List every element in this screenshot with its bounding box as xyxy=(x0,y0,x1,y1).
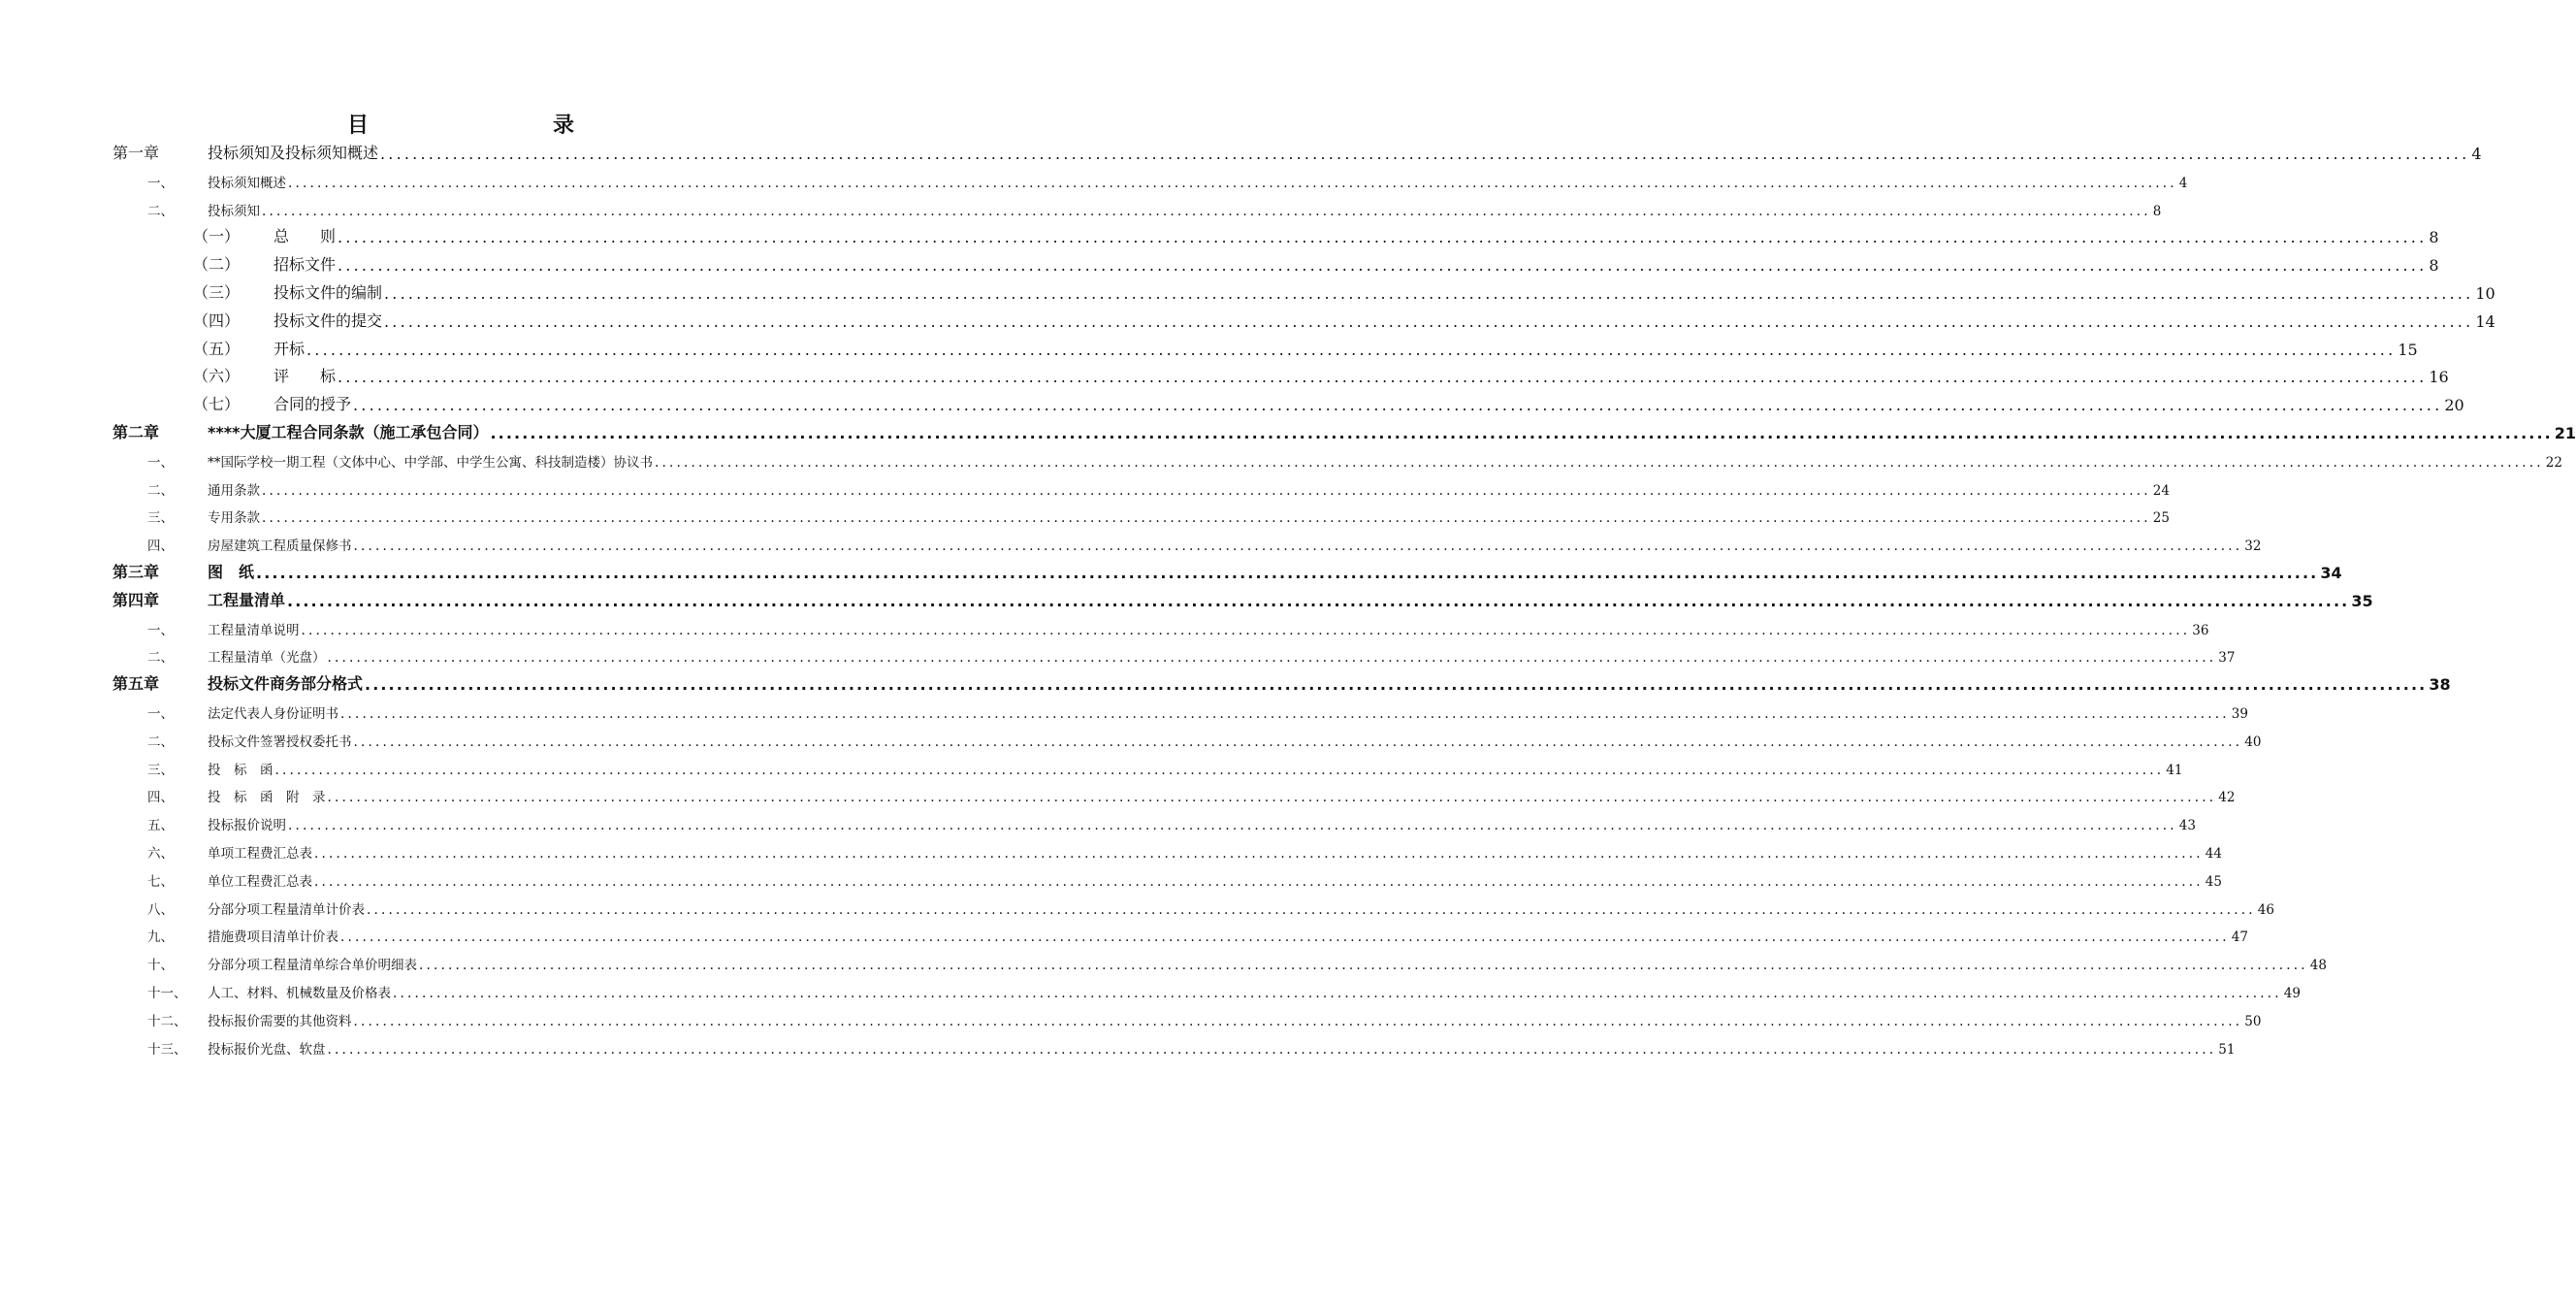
toc-entry[interactable] xyxy=(0,922,2248,946)
toc-entry-title: 投标报价光盘、软盘 xyxy=(208,1041,326,1058)
toc-leader-dots: .................................................................................................................................................................................................................................................................... xyxy=(353,538,2243,555)
toc-leader-dots: .................................................................................................................................................................................................................................................................... xyxy=(490,424,2553,442)
toc-entry-title: 投标报价说明 xyxy=(208,818,286,834)
toc-entry[interactable] xyxy=(0,895,2274,918)
toc-entry-body xyxy=(208,535,2262,555)
toc-leader-dots: .................................................................................................................................................................................................................................................................... xyxy=(655,454,2544,471)
toc-entry-page: 4 xyxy=(2178,175,2188,191)
toc-leader-dots: .................................................................................................................................................................................................................................................................... xyxy=(353,1013,2243,1029)
toc-entry-title: 工程量清单 xyxy=(208,590,286,609)
toc-entry-body xyxy=(274,252,2439,276)
toc-entry-page: 41 xyxy=(2166,762,2183,778)
toc-entry-number: 第五章 xyxy=(113,674,160,694)
toc-leader-dots: .................................................................................................................................................................................................................................................................... xyxy=(288,175,2177,191)
toc-leader-dots: .................................................................................................................................................................................................................................................................... xyxy=(288,818,2177,834)
toc-entry-page: 45 xyxy=(2205,873,2222,890)
toc-entry-title: 投标文件签署授权委托书 xyxy=(208,734,352,750)
toc-entry-title: 总 则 xyxy=(274,227,337,246)
toc-leader-dots: .................................................................................................................................................................................................................................................................... xyxy=(314,873,2204,890)
toc-entry-body xyxy=(208,646,2236,667)
toc-entry[interactable] xyxy=(0,168,2188,191)
toc-entry-body xyxy=(208,420,2576,442)
toc-entry-number: （六） xyxy=(193,367,241,386)
toc-entry-body xyxy=(208,842,2222,862)
toc-entry-page: 10 xyxy=(2475,284,2496,303)
toc-entry-page: 46 xyxy=(2257,901,2274,918)
toc-entry-body xyxy=(208,814,2196,834)
toc-entry-body xyxy=(208,731,2262,750)
toc-entry-page: 8 xyxy=(2429,256,2439,276)
toc-entry-body xyxy=(208,954,2327,974)
toc-leader-dots: .................................................................................................................................................................................................................................................................... xyxy=(301,622,2191,638)
toc-entry-body xyxy=(208,560,2342,582)
toc-entry[interactable] xyxy=(0,503,2170,527)
toc-entry-title: 法定代表人身份证明书 xyxy=(208,706,338,722)
toc-entry[interactable] xyxy=(0,279,2496,303)
toc-entry[interactable] xyxy=(0,1034,2236,1058)
toc-entry[interactable] xyxy=(0,670,2451,695)
toc-entry-title: 投标文件的编制 xyxy=(274,283,383,302)
toc-entry-page: 21 xyxy=(2554,424,2576,442)
toc-entry[interactable] xyxy=(0,950,2327,974)
toc-entry-body xyxy=(208,172,2188,191)
toc-entry[interactable] xyxy=(0,642,2236,667)
toc-entry-title: 措施费项目清单计价表 xyxy=(208,929,338,946)
toc-entry-number: 一、 xyxy=(147,706,174,722)
toc-entry-body xyxy=(208,926,2248,946)
toc-entry-title: 工程量清单（光盘） xyxy=(208,650,326,667)
toc-entry-number: 第三章 xyxy=(113,563,160,581)
toc-leader-dots: .................................................................................................................................................................................................................................................................... xyxy=(274,762,2165,778)
toc-entry-body xyxy=(274,309,2496,331)
toc-entry[interactable] xyxy=(0,1006,2262,1029)
toc-entry-title: 专用条款 xyxy=(208,510,260,527)
toc-leader-dots: .................................................................................................................................................................................................................................................................... xyxy=(262,203,2151,219)
toc-entry-body xyxy=(274,337,2418,359)
toc-entry-number: 七、 xyxy=(147,873,174,890)
toc-entry[interactable] xyxy=(0,391,2464,415)
toc-entry-page: 48 xyxy=(2309,958,2327,974)
toc-entry[interactable] xyxy=(0,336,2418,359)
toc-entry-number: 九、 xyxy=(147,929,174,946)
toc-entry[interactable] xyxy=(0,866,2222,890)
toc-entry-title: 单项工程费汇总表 xyxy=(208,846,312,862)
toc-entry-title: 分部分项工程量清单计价表 xyxy=(208,901,365,918)
toc-entry-title: 单位工程费汇总表 xyxy=(208,873,312,890)
toc-leader-dots: .................................................................................................................................................................................................................................................................... xyxy=(340,929,2230,946)
toc-entry[interactable] xyxy=(0,810,2196,834)
toc-entry[interactable] xyxy=(0,223,2439,247)
toc-entry-body xyxy=(208,588,2373,610)
toc-entry-number: 三、 xyxy=(147,762,174,778)
toc-leader-dots: .................................................................................................................................................................................................................................................................... xyxy=(393,986,2282,1001)
toc-entry-number: 五、 xyxy=(147,818,174,834)
toc-entry-body xyxy=(274,364,2449,387)
toc-entry-number: 二、 xyxy=(147,734,174,750)
toc-entry[interactable] xyxy=(0,140,2482,163)
toc-entry-title: 投 标 函 附 录 xyxy=(208,790,326,806)
toc-entry-body xyxy=(208,702,2248,722)
toc-leader-dots: .................................................................................................................................................................................................................................................................... xyxy=(338,228,2428,247)
toc-entry-body xyxy=(208,1038,2236,1058)
toc-entry-body xyxy=(208,982,2301,1001)
toc-entry[interactable] xyxy=(0,615,2209,638)
toc-entry-body xyxy=(208,786,2236,806)
toc-entry-page: 20 xyxy=(2444,396,2464,415)
toc-leader-dots: .................................................................................................................................................................................................................................................................... xyxy=(384,311,2474,331)
toc-entry-page: 25 xyxy=(2152,510,2170,527)
toc-entry[interactable] xyxy=(0,447,2562,471)
toc-entry-number: 一、 xyxy=(147,175,174,191)
toc-entry-page: 44 xyxy=(2205,846,2222,862)
toc-entry-body xyxy=(208,759,2183,778)
toc-leader-dots: .................................................................................................................................................................................................................................................................... xyxy=(256,564,2319,582)
toc-entry[interactable] xyxy=(0,475,2170,499)
toc-entry-number: （五） xyxy=(193,339,241,358)
toc-leader-dots: .................................................................................................................................................................................................................................................................... xyxy=(419,958,2308,974)
toc-entry-page: 42 xyxy=(2218,790,2236,806)
toc-entry-page: 43 xyxy=(2178,818,2196,834)
toc-entry-number: 十、 xyxy=(147,958,174,974)
toc-entry-page: 8 xyxy=(2152,203,2162,219)
toc-entry-page: 4 xyxy=(2471,145,2482,163)
toc-entry-page: 14 xyxy=(2475,311,2496,331)
toc-entry[interactable] xyxy=(0,363,2449,387)
toc-leader-dots: .................................................................................................................................................................................................................................................................... xyxy=(380,145,2470,163)
toc-entry-number: 二、 xyxy=(147,203,174,219)
toc-entry-page: 50 xyxy=(2244,1013,2262,1029)
toc-entry-number: （一） xyxy=(193,227,241,246)
toc-entry-body xyxy=(274,392,2464,415)
toc-entry-page: 15 xyxy=(2398,340,2418,359)
toc-entry-body xyxy=(208,1010,2262,1029)
toc-entry-body xyxy=(208,671,2451,695)
toc-entry-page: 47 xyxy=(2231,929,2248,946)
toc-entry-title: 房屋建筑工程质量保修书 xyxy=(208,538,352,555)
toc-entry-number: 四、 xyxy=(147,538,174,555)
toc-entry-number: 一、 xyxy=(147,622,174,638)
toc-entry-number: 八、 xyxy=(147,901,174,918)
toc-leader-dots: .................................................................................................................................................................................................................................................................... xyxy=(365,675,2428,695)
toc-entry-number: （二） xyxy=(193,255,241,275)
toc-leader-dots: .................................................................................................................................................................................................................................................................... xyxy=(327,650,2217,667)
toc-entry-page: 22 xyxy=(2545,454,2562,471)
toc-entry-page: 34 xyxy=(2320,564,2342,582)
toc-entry-page: 51 xyxy=(2218,1041,2236,1058)
toc-entry-page: 8 xyxy=(2429,228,2439,247)
toc-leader-dots: .................................................................................................................................................................................................................................................................... xyxy=(353,396,2443,415)
toc-entry-number: 第二章 xyxy=(113,423,160,441)
toc-entry-title: **国际学校一期工程（文体中心、中学部、中学生公寓、科技制造楼）协议书 xyxy=(208,454,653,471)
toc-entry-title: 投标文件商务部分格式 xyxy=(208,674,364,694)
toc-entry-page: 40 xyxy=(2244,734,2262,750)
toc-leader-dots: .................................................................................................................................................................................................................................................................... xyxy=(314,846,2204,862)
toc-leader-dots: .................................................................................................................................................................................................................................................................... xyxy=(262,482,2151,499)
toc-entry-title: ****大厦工程合同条款（施工承包合同） xyxy=(208,423,489,441)
toc-entry-body xyxy=(208,141,2482,163)
toc-entry-page: 32 xyxy=(2244,538,2262,555)
toc-entry-title: 开标 xyxy=(274,339,306,358)
toc-entry-body xyxy=(208,479,2170,499)
toc-entry[interactable] xyxy=(0,308,2496,331)
toc-entry-body xyxy=(208,506,2170,527)
toc-entry-title: 招标文件 xyxy=(274,255,337,275)
toc-entry[interactable] xyxy=(0,587,2373,610)
toc-entry-number: 十二、 xyxy=(147,1013,187,1029)
toc-entry-title: 投标须知概述 xyxy=(208,175,286,191)
toc-entry-body xyxy=(208,451,2562,471)
toc-leader-dots: .................................................................................................................................................................................................................................................................... xyxy=(287,591,2350,610)
toc-entry[interactable] xyxy=(0,782,2236,806)
toc-entry-number: 二、 xyxy=(147,482,174,499)
toc-entry-page: 36 xyxy=(2192,622,2209,638)
toc-entry-page: 24 xyxy=(2152,482,2170,499)
toc-entry-number: 二、 xyxy=(147,650,174,667)
toc-entry-number: 六、 xyxy=(147,846,174,862)
toc-entry-page: 49 xyxy=(2283,986,2301,1001)
toc-entry-number: （四） xyxy=(193,310,241,330)
toc-entry-body xyxy=(274,280,2496,303)
toc-entry-body xyxy=(208,200,2162,219)
toc-entry-title: 投 标 函 xyxy=(208,762,274,778)
toc-leader-dots: .................................................................................................................................................................................................................................................................... xyxy=(306,340,2397,359)
toc-entry-title: 合同的授予 xyxy=(274,395,352,414)
toc-leader-dots: .................................................................................................................................................................................................................................................................... xyxy=(353,734,2243,750)
toc-entry[interactable] xyxy=(0,755,2183,778)
toc-entry-title: 工程量清单说明 xyxy=(208,622,300,638)
toc-entry-number: 第四章 xyxy=(113,590,160,609)
toc-entry[interactable] xyxy=(0,727,2262,750)
toc-entry-number: （七） xyxy=(193,395,241,414)
toc-entry-title: 投标须知 xyxy=(208,203,260,219)
toc-leader-dots: .................................................................................................................................................................................................................................................................... xyxy=(262,510,2151,527)
toc-entry-title: 投标须知及投标须知概述 xyxy=(208,144,379,162)
toc-entry[interactable] xyxy=(0,531,2262,555)
toc-entry-number: 四、 xyxy=(147,790,174,806)
toc-entry-body xyxy=(274,224,2439,247)
toc-leader-dots: .................................................................................................................................................................................................................................................................... xyxy=(327,790,2217,806)
toc-leader-dots: .................................................................................................................................................................................................................................................................... xyxy=(338,368,2428,387)
toc-leader-dots: .................................................................................................................................................................................................................................................................... xyxy=(367,901,2256,918)
toc-entry-title: 通用条款 xyxy=(208,482,260,499)
toc-entry-title: 投标报价需要的其他资料 xyxy=(208,1013,352,1029)
toc-entry-page: 38 xyxy=(2429,675,2451,695)
toc-entry-title: 图 纸 xyxy=(208,563,255,581)
toc-entry[interactable] xyxy=(0,196,2162,219)
toc-entry-page: 35 xyxy=(2351,591,2373,610)
toc-entry-body xyxy=(208,619,2209,638)
toc-entry-number: 第一章 xyxy=(113,144,160,162)
toc-entry[interactable] xyxy=(0,559,2342,582)
toc-entry-page: 16 xyxy=(2429,368,2449,387)
toc-entry-number: 三、 xyxy=(147,510,174,527)
toc-entry-body xyxy=(208,898,2274,918)
toc-leader-dots: .................................................................................................................................................................................................................................................................... xyxy=(384,284,2474,303)
toc-entry[interactable] xyxy=(0,251,2439,276)
toc-entry-body xyxy=(208,870,2222,890)
toc-entry-title: 投标文件的提交 xyxy=(274,310,383,330)
toc-entry-number: 一、 xyxy=(147,454,174,471)
toc-entry-number: 十三、 xyxy=(147,1041,187,1058)
toc-entry-title: 人工、材料、机械数量及价格表 xyxy=(208,986,391,1001)
toc-entry-title: 分部分项工程量清单综合单价明细表 xyxy=(208,958,417,974)
toc-entry[interactable] xyxy=(0,699,2248,722)
toc-entry-page: 39 xyxy=(2231,706,2248,722)
toc-leader-dots: .................................................................................................................................................................................................................................................................... xyxy=(338,256,2428,276)
toc-entry[interactable] xyxy=(0,838,2222,862)
toc-entry-number: 十一、 xyxy=(147,986,187,1001)
toc-entry-number: （三） xyxy=(193,283,241,302)
toc-entry-title: 评 标 xyxy=(274,367,337,386)
toc-leader-dots: .................................................................................................................................................................................................................................................................... xyxy=(340,706,2230,722)
toc-entry[interactable] xyxy=(0,419,2576,442)
toc-entry-page: 37 xyxy=(2218,650,2236,667)
toc-leader-dots: .................................................................................................................................................................................................................................................................... xyxy=(327,1041,2217,1058)
page-title: 目 录 xyxy=(346,114,656,138)
toc-entry[interactable] xyxy=(0,978,2301,1001)
